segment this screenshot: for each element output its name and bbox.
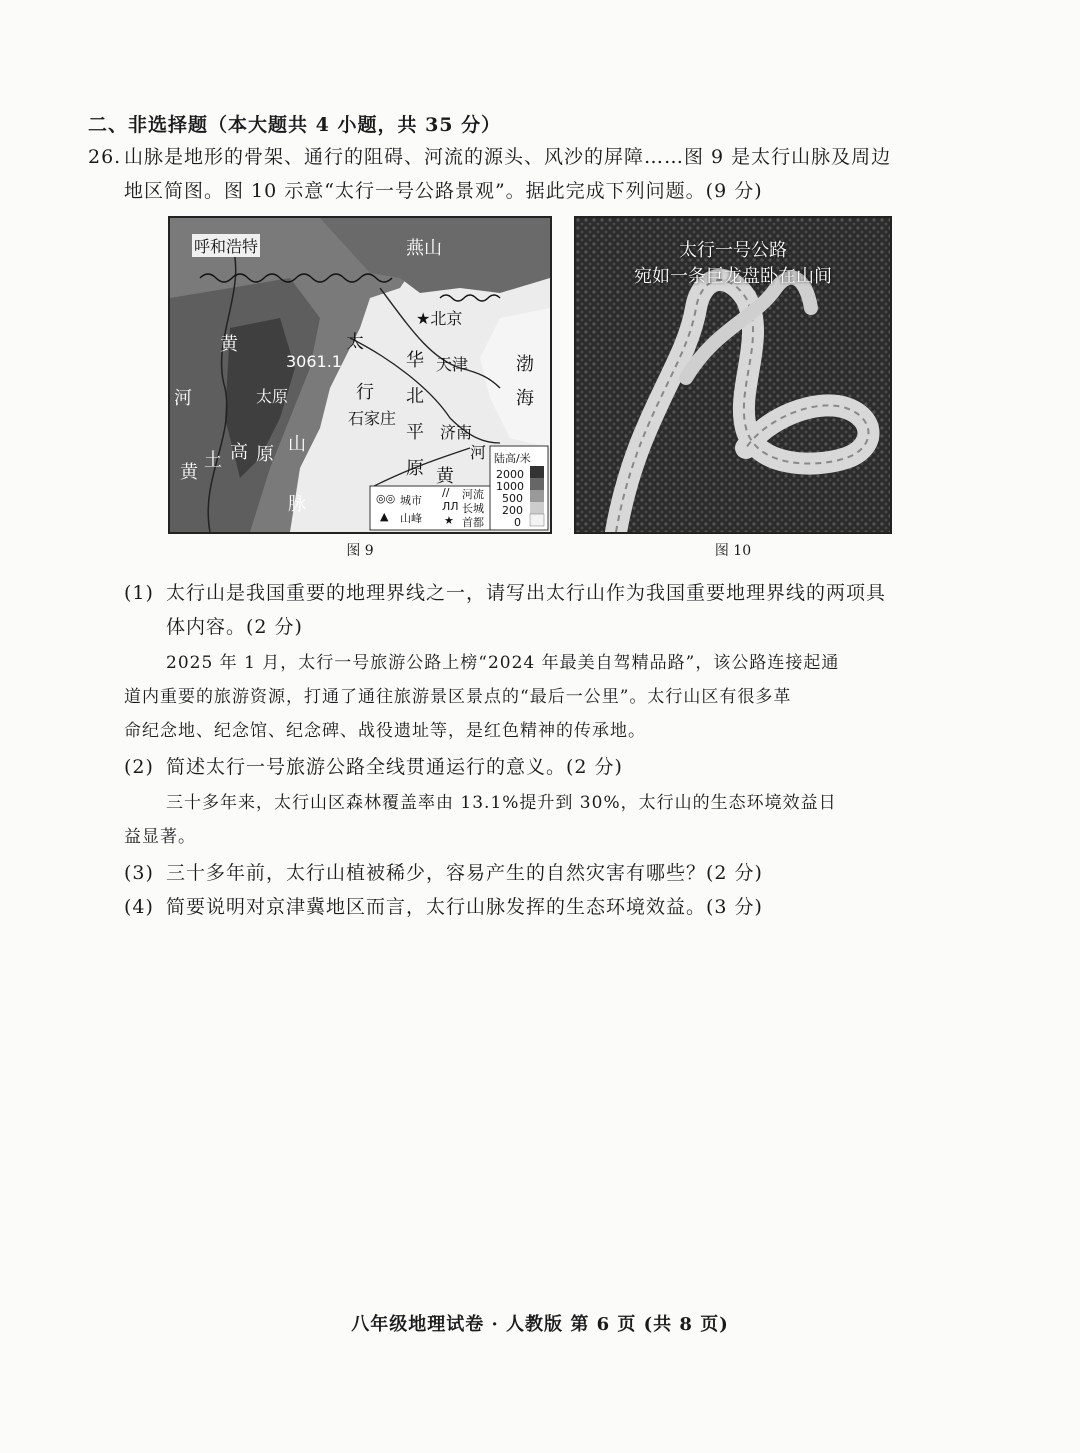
- legend-capital-symbol: ★: [444, 514, 454, 527]
- legend-level-1000: 1000: [496, 480, 524, 493]
- label-bohai-2: 海: [516, 388, 534, 409]
- label-huabei-2: 北: [406, 386, 424, 407]
- sub2-text: 简述太行一号旅游公路全线贯通运行的意义。(2 分): [166, 756, 623, 778]
- question-intro-line1: 山脉是地形的骨架、通行的阻碍、河流的源头、风沙的屏障……图 9 是太行山脉及周边: [124, 146, 892, 168]
- photo-title-line2: 宛如一条巨龙盘卧在山间: [634, 266, 832, 287]
- label-huanghe-b2: 河: [470, 443, 487, 462]
- question-number: 26.: [88, 146, 122, 168]
- para2-line1: 三十多年来，太行山区森林覆盖率由 13.1%提升到 30%，太行山的生态环境效益日: [166, 793, 837, 813]
- label-tianjin: 天津: [436, 355, 469, 374]
- figure9-map: [168, 216, 552, 534]
- sub1-label: (1): [124, 582, 154, 604]
- label-bohai-1: 渤: [516, 354, 534, 375]
- label-yanshan: 燕山: [406, 238, 442, 259]
- sub3-text: 三十多年前，太行山植被稀少，容易产生的自然灾害有哪些？(2 分): [166, 862, 763, 884]
- label-peak: 3061.1: [286, 352, 342, 371]
- legend-city-text: 城市: [400, 494, 422, 507]
- legend-peak-symbol: ▲: [380, 510, 389, 523]
- label-taihang-1: 太: [346, 332, 364, 353]
- label-huanghe-a1: 黄: [220, 334, 238, 355]
- label-loess-4: 原: [256, 444, 274, 465]
- label-loess-3: 高: [230, 442, 248, 463]
- figure9-caption: 图 9: [346, 543, 374, 559]
- sub3-label: (3): [124, 862, 154, 884]
- figure10-caption: 图 10: [714, 543, 752, 559]
- label-huanghe-a2: 河: [174, 388, 192, 409]
- legend-wall-symbol: ЛЛ: [442, 500, 459, 513]
- legend-river-text: 河流: [462, 488, 484, 501]
- label-taihang-4: 脉: [288, 494, 306, 515]
- label-taihang-3: 山: [288, 434, 306, 455]
- sub1-line2: 体内容。(2 分): [166, 616, 303, 638]
- label-loess-1: 黄: [180, 462, 198, 483]
- legend-wall-text: 长城: [462, 502, 484, 515]
- para1-line2: 道内重要的旅游资源，打通了通往旅游景区景点的“最后一公里”。太行山区有很多革: [124, 687, 792, 707]
- sub4-text: 简要说明对京津冀地区而言，太行山脉发挥的生态环境效益。(3 分): [166, 896, 763, 918]
- legend-title: 陆高/米: [494, 452, 531, 465]
- legend-city-symbol: ◎◎: [376, 492, 396, 505]
- section-title: 二、非选择题（本大题共 4 小题，共 35 分）: [88, 114, 502, 136]
- legend-capital-text: 首都: [462, 516, 484, 529]
- para2-line2: 益显著。: [124, 827, 196, 847]
- legend-level-0: 0: [514, 516, 521, 529]
- figure10-photo: [574, 216, 892, 534]
- label-huabei-1: 华: [406, 350, 424, 371]
- label-taihang-2: 行: [356, 382, 374, 403]
- label-shijiazhuang: 石家庄: [348, 409, 397, 428]
- legend-peak-text: 山峰: [400, 512, 422, 525]
- legend-level-2000: 2000: [496, 468, 524, 481]
- para1-line3: 命纪念地、纪念馆、纪念碑、战役遗址等，是红色精神的传承地。: [124, 721, 646, 741]
- label-huanghe-b1: 黄: [436, 466, 454, 487]
- legend-river-symbol: ∕∕: [442, 486, 450, 499]
- page-footer: 八年级地理试卷 · 人教版 第 6 页 (共 8 页): [351, 1314, 729, 1335]
- sub2-label: (2): [124, 756, 154, 778]
- label-jinan: 济南: [440, 423, 473, 442]
- map-terrain: [170, 218, 550, 532]
- sub1-line1: 太行山是我国重要的地理界线之一，请写出太行山作为我国重要地理界线的两项具: [166, 582, 887, 604]
- label-huhehaote: 呼和浩特: [192, 234, 260, 257]
- legend-level-200: 200: [502, 504, 523, 517]
- label-huabei-3: 平: [406, 422, 424, 443]
- photo-title-line1: 太行一号公路: [679, 240, 787, 261]
- question-intro-line2: 地区简图。图 10 示意“太行一号公路景观”。据此完成下列问题。(9 分): [124, 180, 763, 202]
- label-beijing: ★北京: [416, 309, 463, 328]
- label-loess-2: 土: [204, 450, 222, 471]
- para1-line1: 2025 年 1 月，太行一号旅游公路上榜“2024 年最美自驾精品路”，该公路连接起通: [166, 653, 840, 673]
- sub4-label: (4): [124, 896, 154, 918]
- legend-level-500: 500: [502, 492, 523, 505]
- label-taiyuan: 太原: [256, 387, 289, 406]
- label-huabei-4: 原: [406, 458, 424, 479]
